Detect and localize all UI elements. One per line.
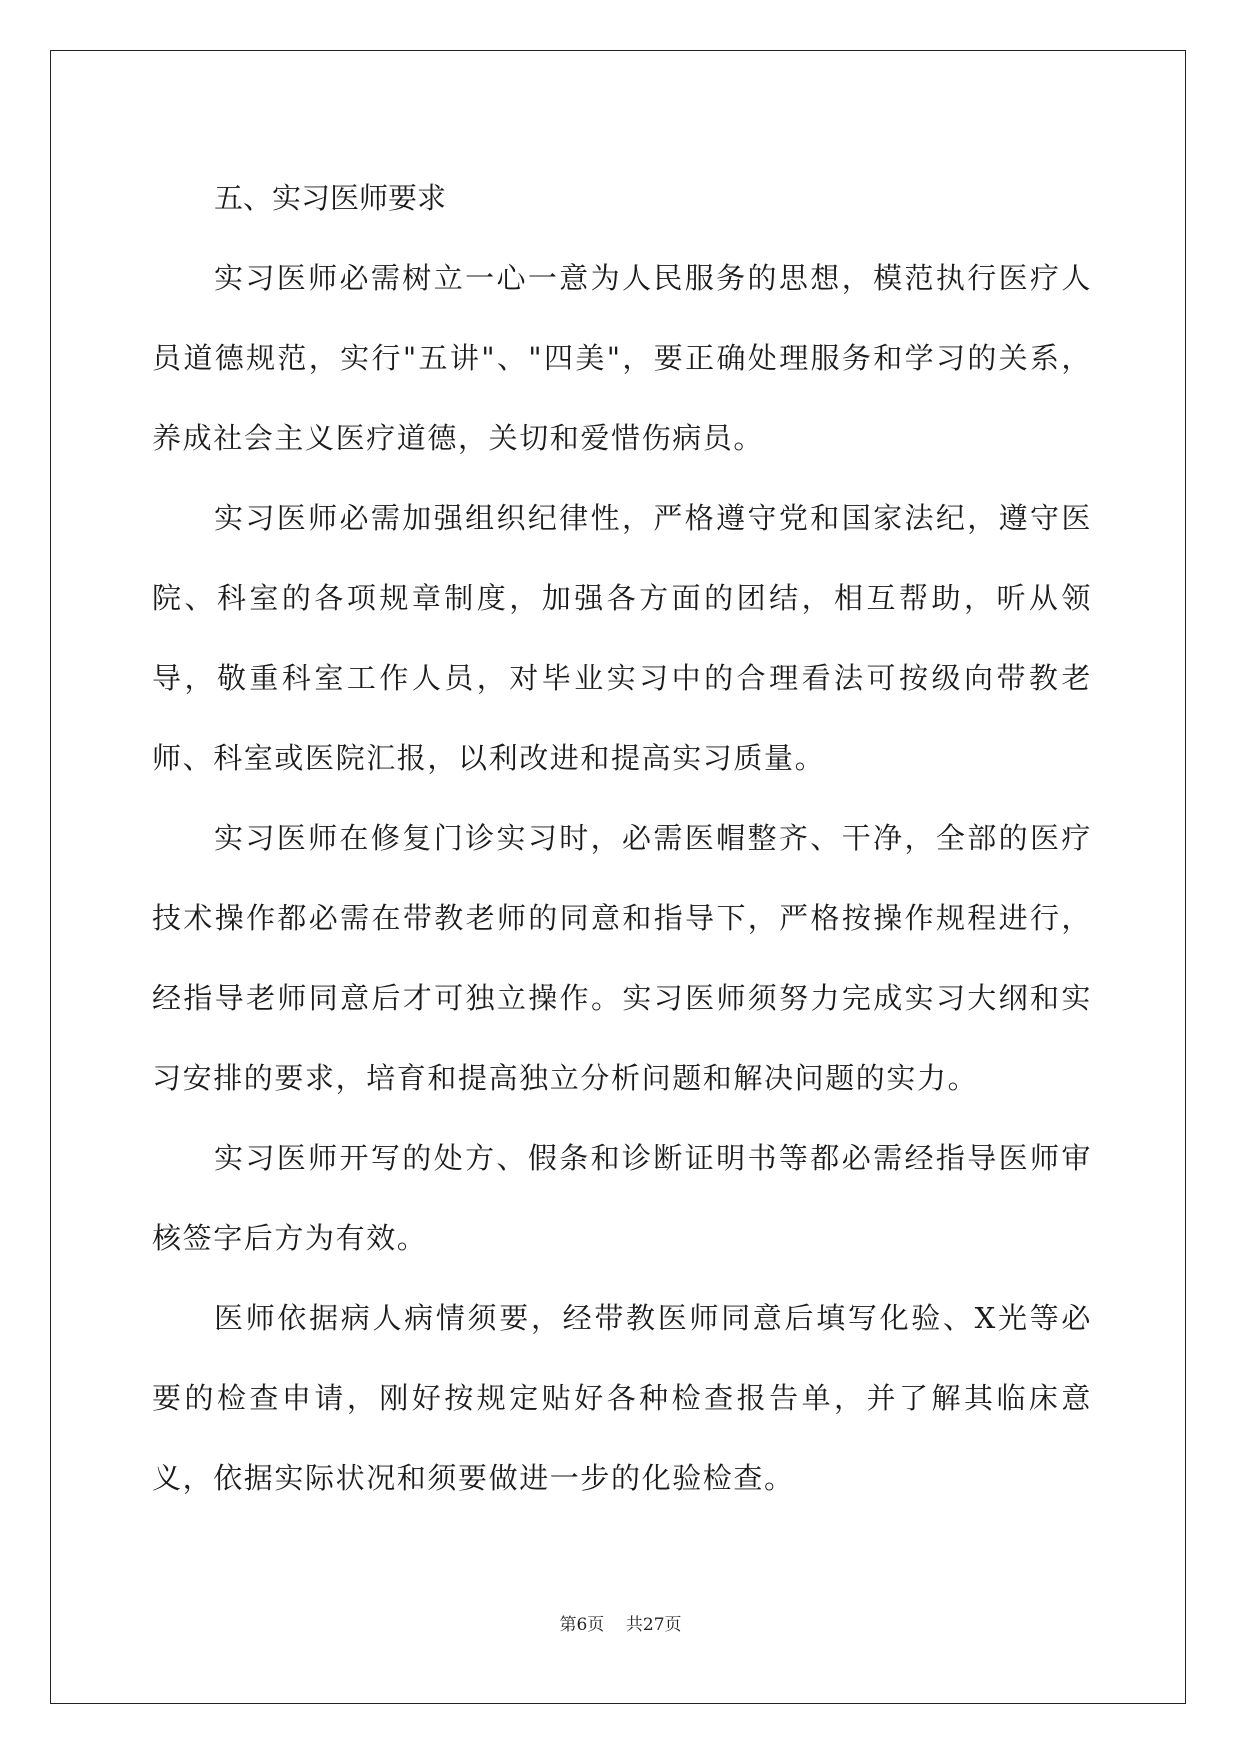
paragraph-2: 实习医师必需加强组织纪律性，严格遵守党和国家法纪，遵守医院、科室的各项规章制度，加强各方面的团结，相互帮助，听从领导，敬重科室工作人员，对毕业实习中的合理看法可按级向带教老师、科室或医院汇报，以利改进和提高实习质量。 (152, 501, 1092, 775)
document-body (152, 158, 1092, 1518)
total-pages: 共27页 (625, 1615, 682, 1635)
paragraph-3: 实习医师在修复门诊实习时，必需医帽整齐、干净，全部的医疗技术操作都必需在带教老师的同意和指导下，严格按操作规程进行，经指导老师同意后才可独立操作。实习医师须努力完成实习大纲和实习安排的要求，培育和提高独立分析问题和解决问题的实力。 (152, 821, 1092, 1095)
paragraph-4: 实习医师开写的处方、假条和诊断证明书等都必需经指导医师审核签字后方为有效。 (152, 1141, 1092, 1255)
paragraph-1: 实习医师必需树立一心一意为人民服务的思想，模范执行医疗人员道德规范，实行"五讲"、"四美"，要正确处理服务和学习的关系，养成社会主义医疗道德，关切和爱惜伤病员。 (152, 261, 1092, 455)
page-number: 第6页 (559, 1615, 605, 1635)
footer-gap (604, 1615, 626, 1635)
page-footer (0, 1610, 1241, 1635)
paragraph-5: 医师依据病人病情须要，经带教医师同意后填写化验、X光等必要的检查申请，刚好按规定贴好各种检查报告单，并了解其临床意义，依据实际状况和须要做进一步的化验检查。 (152, 1301, 1092, 1495)
section-heading: 五、实习医师要求 (214, 181, 447, 215)
